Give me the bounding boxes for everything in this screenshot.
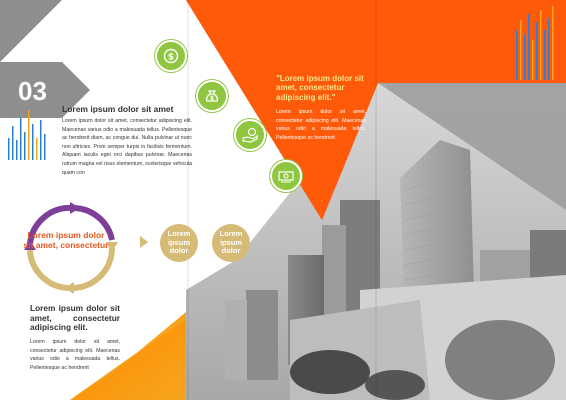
money-bag-icon xyxy=(196,80,228,112)
svg-text:$: $ xyxy=(167,52,175,63)
panel2-body: Lorem ipsum dolor sit amet, consectetur adipiscing elit. Maecenas varius odio a malesuada tellus. Pellentesque ac hendrerit xyxy=(30,339,120,371)
panel1-body: Lorem ipsum dolor sit amet, consectetur adipiscing elit. Maecenas varius odio a malesuada tellus. Pellentesque ac hendrerit diam, ac congue dui. Nulla pulvinar ut nunc non ultricies. Proin semper turpis in facilisis fermentum. Aliquam iaculis eget orci dapibus pulvinar. Maecenas rutrum magna vel risus elementum, scelerisque vehicula quam con xyxy=(62,118,192,176)
panel2-title: Lorem ipsum dolor sit amet, consectetur adipiscing elit. xyxy=(30,303,120,333)
bubble-2: Lorem ipsum dolor xyxy=(212,224,250,262)
cash-note-glyph xyxy=(277,167,295,185)
cash-note-icon xyxy=(270,160,302,192)
dollar-coin-icon xyxy=(155,40,187,72)
dollar-coin-glyph xyxy=(162,47,180,65)
hand-coin-icon xyxy=(234,119,266,151)
svg-text:$: $ xyxy=(209,95,215,102)
panel3-quote: "Lorem ipsum dolor sit amet, consectetur adipiscing elit." xyxy=(276,74,364,102)
hand-coin-glyph xyxy=(241,126,259,144)
bubble-1: Lorem ipsum dolor xyxy=(160,224,198,262)
panel1-title: Lorem ipsum dolor sit amet xyxy=(62,104,174,114)
cycle-label: Lorem ipsum dolor sit amet, consectetur xyxy=(23,230,109,250)
money-bag-glyph xyxy=(203,87,221,105)
section-number: 03 xyxy=(18,76,47,106)
panel3-body: Lorem ipsum dolor sit amet, consectetur adipiscing elit. Maecenas varius odio a malesuada tellus. Pellentesque ac hendrerit xyxy=(276,109,366,141)
